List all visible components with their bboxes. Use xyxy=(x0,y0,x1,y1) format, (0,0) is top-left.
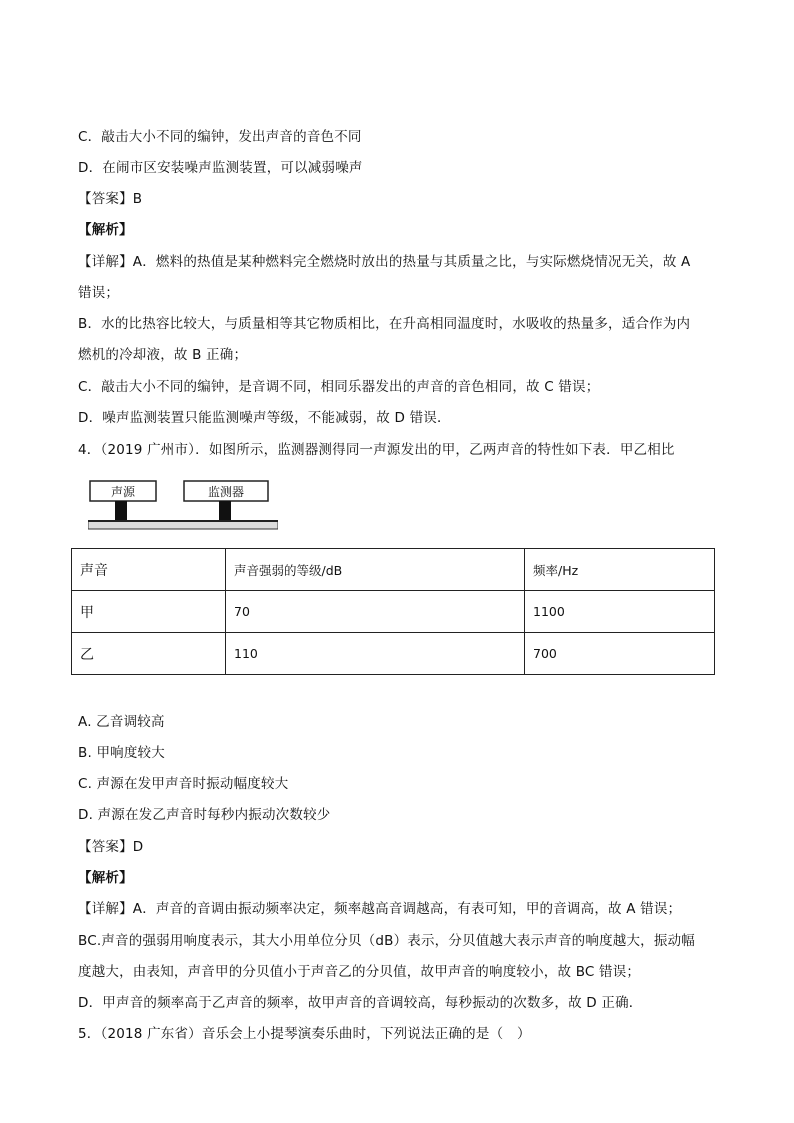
source-label: 声源 xyxy=(110,485,136,499)
table-cell: 70 xyxy=(226,591,525,633)
answer: 【答案】B xyxy=(78,191,143,207)
option-b: B. 甲响度较大 xyxy=(78,745,165,761)
analysis-heading: 【解析】 xyxy=(78,870,133,886)
explanation-line: 燃机的冷却液，故 B 正确； xyxy=(78,347,248,363)
explanation-line: D．噪声监测装置只能监测噪声等级，不能减弱，故 D 错误． xyxy=(78,410,451,426)
header-cell: 频率/Hz xyxy=(525,549,715,591)
monitor-label: 监测器 xyxy=(207,485,245,499)
question-4: 4．（2019 广州市）．如图所示，监测器测得同一声源发出的甲，乙两声音的特性如下表．甲乙相比 xyxy=(78,442,675,458)
explanation-line: 【详解】A．燃料的热值是某种燃料完全燃烧时放出的热量与其质量之比，与实际燃烧情况无关，故 A xyxy=(78,254,691,270)
answer: 【答案】D xyxy=(78,839,144,855)
explanation-line: 【详解】A．声音的音调由振动频率决定，频率越高音调越高，有表可知，甲的音调高，故 A 错误； xyxy=(78,901,682,917)
option-a: A. 乙音调较高 xyxy=(78,714,165,730)
table-cell: 甲 xyxy=(72,591,226,633)
explanation-line: 错误； xyxy=(78,285,120,301)
explanation-line: BC.声音的强弱用响度表示，其大小用单位分贝（dB）表示，分贝值越大表示声音的响度越大，振动幅 xyxy=(78,933,695,949)
table-cell: 110 xyxy=(226,633,525,675)
table-cell: 1100 xyxy=(525,591,715,633)
option-d: D. 声源在发乙声音时每秒内振动次数较少 xyxy=(78,807,331,823)
question-5: 5．（2018 广东省）音乐会上小提琴演奏乐曲时，下列说法正确的是（ ） xyxy=(78,1026,531,1042)
source-stand xyxy=(115,501,127,521)
sound-monitor-diagram xyxy=(88,477,278,533)
table-cell: 乙 xyxy=(72,633,226,675)
table-row xyxy=(72,633,715,675)
header-cell: 声音 xyxy=(72,549,226,591)
table-header-row xyxy=(72,549,715,591)
explanation-line: B．水的比热容比较大，与质量相等其它物质相比，在升高相同温度时，水吸收的热量多，适合作为内 xyxy=(78,316,691,332)
base-surface xyxy=(88,521,278,529)
explanation-line: D．甲声音的频率高于乙声音的频率，故甲声音的音调较高，每秒振动的次数多，故 D 正确． xyxy=(78,995,643,1011)
option-c: C．敲击大小不同的编钟，发出声音的音色不同 xyxy=(78,129,362,145)
explanation-line: 度越大，由表知，声音甲的分贝值小于声音乙的分贝值，故甲声音的响度较小，故 BC 错误； xyxy=(78,964,641,980)
table-row xyxy=(72,591,715,633)
option-d: D．在闹市区安装噪声监测装置，可以减弱噪声 xyxy=(78,160,363,176)
header-cell: 声音强弱的等级/dB xyxy=(226,549,525,591)
sound-data-table xyxy=(71,548,715,675)
analysis-heading: 【解析】 xyxy=(78,222,133,238)
monitor-stand xyxy=(219,501,231,521)
option-c: C. 声源在发甲声音时振动幅度较大 xyxy=(78,776,289,792)
table-cell: 700 xyxy=(525,633,715,675)
explanation-line: C．敲击大小不同的编钟，是音调不同，相同乐器发出的声音的音色相同，故 C 错误； xyxy=(78,379,600,395)
